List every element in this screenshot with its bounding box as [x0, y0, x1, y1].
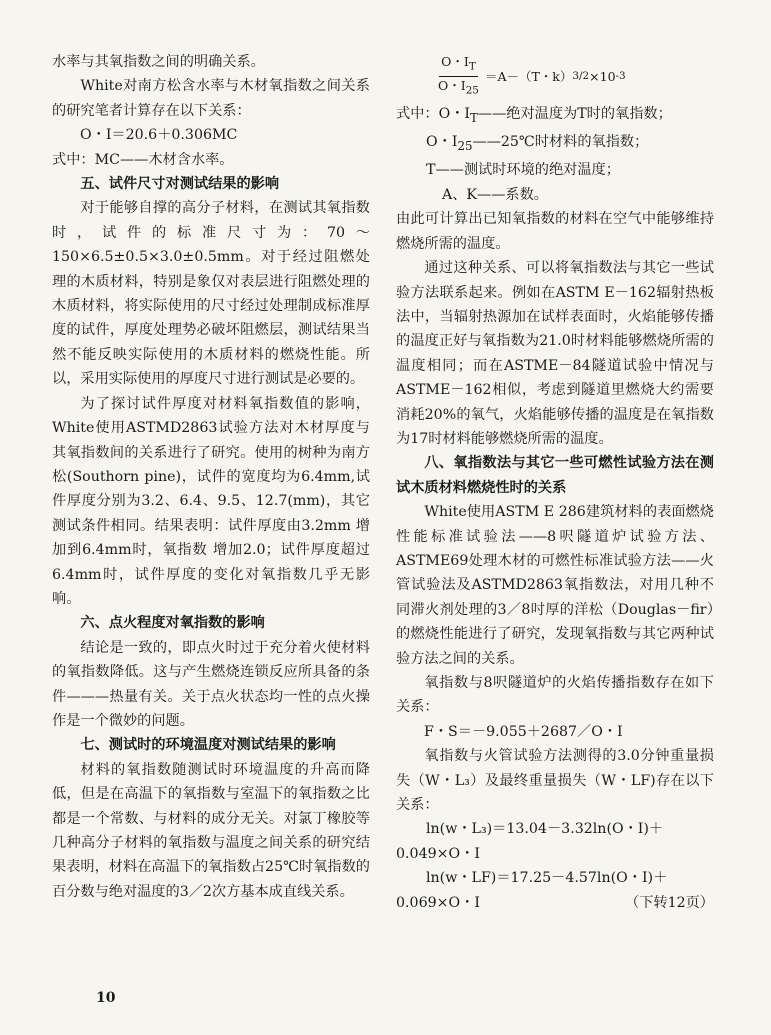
formula-definition: T——测试时环境的绝对温度；: [426, 162, 620, 179]
paragraph: 结论是一致的，即点火时过于充分着火使材料的氧指数降低。这与产生燃烧连锁反应所具备的条件———热量有关。关于点火状态均一性的点火操作是一个微妙的问题。: [52, 639, 370, 729]
definition-text: ——绝对温度为T时的氧指数；: [477, 106, 672, 122]
formula-continuation: 0.049×O・I: [396, 845, 480, 862]
superscript: 3/2: [572, 69, 590, 82]
section-heading-5: 五、试件尺寸对测试结果的影响: [80, 176, 280, 193]
fraction-denominator: O・I: [438, 77, 466, 93]
superscript: -3: [615, 69, 626, 82]
fraction-numerator: O・I: [441, 54, 469, 69]
formula-weight-loss-final: ln(w・LF)＝17.25－4.57ln(O・I)＋: [426, 870, 668, 887]
paragraph: 氧指数与8呎隧道炉的火焰传播指数存在如下关系：: [396, 675, 714, 716]
formula-flame-spread: F・S＝－9.055＋2687／O・I: [424, 723, 623, 740]
paragraph: 通过这种关系、可以将氧指数法与其它一些试验方法联系起来。例如在ASTM E－162辐射热板法中，当辐射热源加在试样表面时，火焰能够传播的温度正好与氧指数为21.0时材料能够燃烧所需的温度相同；而在ASTME－84隧道试验中情况与ASTME－162相似，考虑到隧道里燃烧大约需要消耗20%的氧气，火焰能够传播的温度是在氧指数为17时材料能够燃烧所需的温度。: [396, 260, 714, 447]
definition-text: ——25℃时材料的氧指数；: [472, 134, 649, 151]
formula-rhs-tail: ×10: [589, 68, 616, 84]
formula-continuation: 0.069×O・I: [396, 894, 480, 911]
subscript: T: [470, 110, 478, 125]
formula-definition: A、K——系数。: [442, 186, 548, 203]
section-heading-7: 七、测试时的环境温度对测试结果的影响: [80, 737, 336, 754]
formula-definition: 式中：MC——木材含水率。: [52, 151, 234, 168]
paragraph: 由此可计算出已知氧指数的材料在空气中能够维持燃烧所需的温度。: [396, 211, 714, 252]
formula-weight-loss-3min: ln(w・L₃)＝13.04－3.32ln(O・I)＋: [426, 821, 664, 838]
subscript: T: [468, 60, 476, 73]
section-heading-8: 八、氧指数法与其它一些可燃性试验方法在测试木质材料燃烧性时的关系: [396, 455, 714, 496]
fraction: [436, 54, 481, 98]
paragraph: 氧指数与火管试验方法测得的3.0分钟重量损失（W・L₃）及最终重量损失（W・LF)存在以下关系：: [396, 748, 714, 814]
left-column: [52, 50, 370, 904]
paragraph: 材料的氧指数随测试时环境温度的升高而降低，但是在高温下的氧指数与室温下的氧指数之比都是一个常数、与材料的成分无关。对氯丁橡胶等几种高分子材料的氧指数与温度之间关系的研究结果表明，材料在高温下的氧指数占25℃时氧指数的百分数与绝对温度的3／2次方基本成直线关系。: [52, 761, 370, 900]
paragraph: 对于能够自撑的高分子材料，在测试其氧指数时，试件的标准尺寸为：70～150×6.5±0.5×3.0±0.5mm。对于经过阻燃处理的木质材料，特别是象仅对表层进行阻燃处理的木质材料，将实际使用的尺寸经过处理制成标准厚度的试件，厚度处理势必破坏阻燃层，测试结果当然不能反映实际使用的木质材料的燃烧性能。所以，采用实际使用的厚度尺寸进行测试是必要的。: [52, 200, 370, 388]
paragraph: 水率与其氧指数之间的明确关系。: [52, 54, 265, 70]
formula-definition: [396, 102, 714, 130]
continued-note: （下转12页）: [625, 894, 714, 911]
paragraph: White对南方松含水率与木材氧指数之间关系的研究笔者计算存在以下关系：: [52, 78, 370, 119]
definition-term: O・I: [426, 134, 458, 151]
page-number: 10: [96, 990, 116, 1006]
subscript: 25: [457, 139, 473, 154]
formula-definition: [396, 130, 714, 158]
formula-continuation-line: [396, 891, 714, 915]
right-column: [396, 50, 714, 915]
formula-rhs: ＝A－（T・k）: [484, 68, 573, 84]
formula-temperature-ratio: [436, 54, 714, 98]
paragraph: White使用ASTM E 286建筑材料的表面燃烧性能标准试验法——8呎隧道炉试验方法、ASTME69处理木材的可燃性标准试验方法——火管试验法及ASTMD2863氧指数法，对用几种不同滞火剂处理的3／8吋厚的洋松（Douglas－fir）的燃烧性能进行了研究，发现氧指数与其它两种试验方法之间的关系。: [396, 504, 714, 667]
subscript: 25: [465, 84, 479, 96]
paragraph: 为了探讨试件厚度对材料氧指数值的影响，White使用ASTMD2863试验方法对木材厚度与其氧指数间的关系进行了研究。使用的树种为南方松(Southorn pine)，试件的宽度均为6.4mm,试件厚度分别为3.2、6.4、9.5、12.7(mm)，其它测试条件相同。结果表明：试件厚度由3.2mm 增加到6.4mm时，氧指数 增加2.0；试件厚度超过6.4mm时，试件厚度的变化对氧指数几乎无影响。: [52, 395, 370, 607]
definition-term: 式中：O・I: [396, 106, 470, 122]
formula-oi-moisture: O・I＝20.6＋0.306MC: [80, 127, 238, 144]
section-heading-6: 六、点火程度对氧指数的影响: [80, 615, 265, 632]
